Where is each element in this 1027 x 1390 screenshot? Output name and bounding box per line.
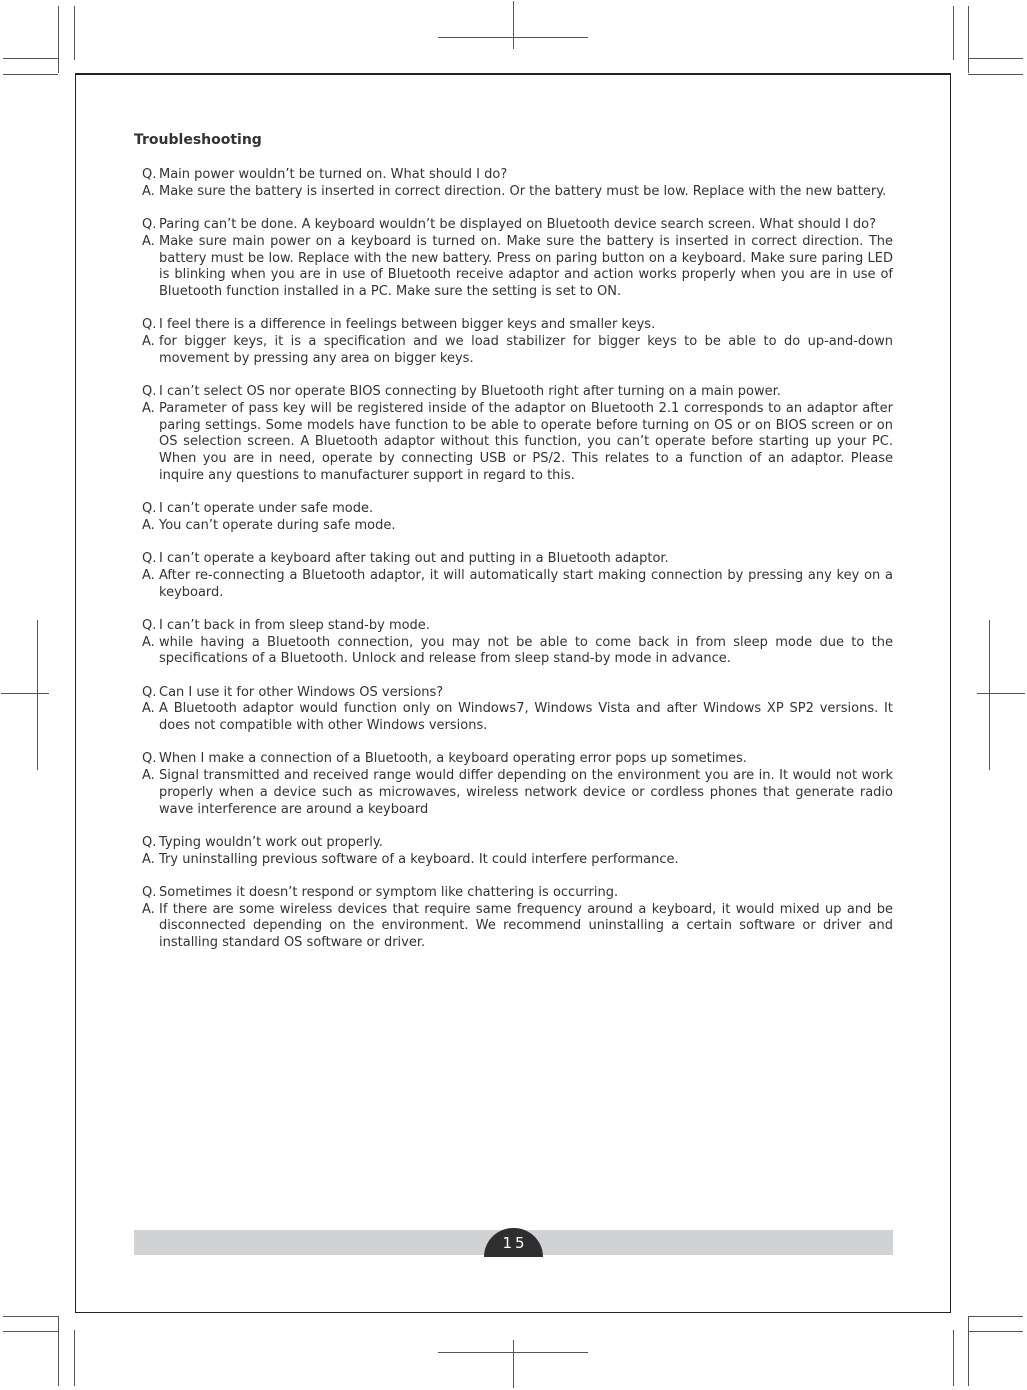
- faq-question: [142, 685, 893, 702]
- crop-mark: [968, 1331, 1023, 1332]
- crop-mark: [3, 1316, 58, 1317]
- answer-text: Make sure the battery is inserted in correct direction. Or the battery must be low. Replace with the new battery.: [159, 183, 887, 199]
- faq-question: [142, 551, 893, 568]
- answer-prefix: A.: [142, 183, 155, 199]
- faq-item: [142, 835, 893, 868]
- faq-question: [142, 217, 893, 234]
- faq-answer: [142, 234, 893, 301]
- question-prefix: Q.: [142, 501, 157, 516]
- crop-mark: [58, 1316, 59, 1386]
- faq-item: [142, 751, 893, 818]
- faq-item: [142, 618, 893, 668]
- faq-answer: [142, 401, 893, 485]
- faq-item: [142, 885, 893, 952]
- faq-answer: [142, 518, 893, 535]
- crop-mark: [3, 74, 58, 75]
- faq-answer: [142, 184, 893, 201]
- faq-item: [142, 384, 893, 484]
- crop-mark: [74, 1330, 75, 1386]
- faq-answer: [142, 852, 893, 869]
- question-prefix: Q.: [142, 217, 157, 233]
- faq-question: [142, 885, 893, 902]
- answer-text: Parameter of pass key will be registered inside of the adaptor on Bluetooth 2.1 corresponds to an adaptor after paring settings. Some models have function to be able to operate before turning on OS or on BIOS screen or on OS selection screen. A Bluetooth adaptor without this function, you can’t operate before starting up your PC. When you are in need, operate by connecting USB or PS/2. This relates to a function of an adaptor. Please inquire any questions to manufacturer support in regard to this.: [159, 400, 893, 483]
- registration-mark: [513, 1340, 514, 1388]
- question-text: Typing wouldn’t work out properly.: [159, 834, 383, 850]
- answer-text: After re-connecting a Bluetooth adaptor, it will automatically start making connection by pressing any key on a keyboard.: [159, 567, 893, 600]
- answer-prefix: A.: [142, 567, 155, 583]
- question-prefix: Q.: [142, 167, 157, 182]
- page-title: Troubleshooting: [134, 132, 262, 148]
- faq-answer: [142, 568, 893, 601]
- faq-item: [142, 501, 893, 534]
- question-text: I can’t select OS nor operate BIOS connecting by Bluetooth right after turning on a main power.: [159, 384, 781, 400]
- faq-question: [142, 751, 893, 768]
- answer-text: while having a Bluetooth connection, you may not be able to come back in from sleep mode due to the specifications of a Bluetooth. Unlock and release from sleep stand-by mode in advance.: [159, 634, 893, 667]
- question-prefix: Q.: [142, 551, 157, 567]
- crop-mark: [3, 1331, 58, 1332]
- answer-text: Make sure main power on a keyboard is turned on. Make sure the battery is inserted in correct direction. The battery must be low. Replace with the new battery. Press on paring button on a keyboard. Make sure paring LED is blinking when you are in use of Bluetooth receive adaptor and action works properly when you are in use of Bluetooth function installed in a PC. Make sure the setting is set to ON.: [159, 233, 893, 299]
- answer-prefix: A.: [142, 851, 155, 867]
- answer-prefix: A.: [142, 233, 155, 249]
- faq-item: [142, 217, 893, 301]
- question-text: Main power wouldn’t be turned on. What should I do?: [159, 167, 508, 182]
- answer-prefix: A.: [142, 768, 155, 784]
- answer-text: If there are some wireless devices that require same frequency around a keyboard, it would mixed up and be disconnected depending on the environment. We recommend uninstalling a certain software or driver and installing standard OS software or driver.: [159, 901, 893, 951]
- question-prefix: Q.: [142, 384, 157, 400]
- question-prefix: Q.: [142, 885, 157, 901]
- question-prefix: Q.: [142, 684, 157, 700]
- registration-mark: [513, 1, 514, 49]
- faq-item: [142, 317, 893, 367]
- crop-mark: [953, 1330, 954, 1386]
- crop-mark: [968, 1316, 1023, 1317]
- answer-prefix: A.: [142, 517, 155, 533]
- answer-prefix: A.: [142, 334, 155, 349]
- crop-mark: [968, 58, 1023, 59]
- faq-question: [142, 501, 893, 518]
- registration-mark: [977, 693, 1025, 694]
- crop-mark: [58, 6, 59, 73]
- question-text: I can’t operate under safe mode.: [159, 501, 374, 516]
- registration-mark: [989, 620, 990, 770]
- question-text: I can’t operate a keyboard after taking out and putting in a Bluetooth adaptor.: [159, 551, 669, 567]
- faq-item: [142, 551, 893, 601]
- faq-answer: [142, 701, 893, 734]
- crop-mark: [3, 58, 58, 59]
- answer-prefix: A.: [142, 701, 155, 717]
- registration-mark: [438, 1352, 588, 1353]
- faq-question: [142, 167, 893, 184]
- crop-mark: [74, 6, 75, 60]
- answer-text: You can’t operate during safe mode.: [159, 517, 396, 533]
- answer-text: Signal transmitted and received range would differ depending on the environment you are in. It would not work properly when a device such as microwaves, wireless network device or cordless phones that generate radio wave interference are around a keyboard: [159, 768, 893, 817]
- registration-mark: [1, 693, 49, 694]
- faq-answer: [142, 334, 893, 367]
- question-prefix: Q.: [142, 834, 157, 850]
- faq-question: [142, 384, 893, 401]
- question-text: When I make a connection of a Bluetooth, a keyboard operating error pops up sometimes.: [159, 751, 747, 767]
- faq-item: [142, 685, 893, 735]
- faq-question: [142, 317, 893, 334]
- answer-prefix: A.: [142, 901, 155, 917]
- faq-answer: [142, 902, 893, 952]
- faq-question: [142, 618, 893, 635]
- faq-question: [142, 835, 893, 852]
- question-text: I feel there is a difference in feelings between bigger keys and smaller keys.: [159, 317, 656, 333]
- question-text: Can I use it for other Windows OS versions?: [159, 684, 444, 700]
- faq-list: [142, 167, 893, 969]
- question-prefix: Q.: [142, 751, 157, 767]
- crop-mark: [953, 6, 954, 60]
- question-prefix: Q.: [142, 317, 157, 333]
- faq-item: [142, 167, 893, 200]
- question-prefix: Q.: [142, 617, 157, 633]
- crop-mark: [968, 74, 1023, 75]
- question-text: Sometimes it doesn’t respond or symptom like chattering is occurring.: [159, 885, 619, 901]
- answer-text: A Bluetooth adaptor would function only on Windows7, Windows Vista and after Windows XP SP2 versions. It does not compatible with other Windows versions.: [159, 701, 893, 734]
- answer-text: Try uninstalling previous software of a keyboard. It could interfere performance.: [159, 851, 679, 867]
- faq-answer: [142, 768, 893, 818]
- question-text: I can’t back in from sleep stand-by mode.: [159, 617, 430, 633]
- crop-mark: [968, 6, 969, 73]
- registration-mark: [37, 620, 38, 770]
- answer-text: for bigger keys, it is a specification and we load stabilizer for bigger keys to be able to do up-and-down movement by pressing any area on bigger keys.: [159, 334, 893, 366]
- question-text: Paring can’t be done. A keyboard wouldn’t be displayed on Bluetooth device search screen. What should I do?: [159, 217, 877, 233]
- answer-prefix: A.: [142, 400, 155, 416]
- registration-mark: [438, 37, 588, 38]
- faq-answer: [142, 635, 893, 668]
- page-number: 15: [484, 1228, 543, 1257]
- answer-prefix: A.: [142, 634, 155, 650]
- crop-mark: [968, 1316, 969, 1386]
